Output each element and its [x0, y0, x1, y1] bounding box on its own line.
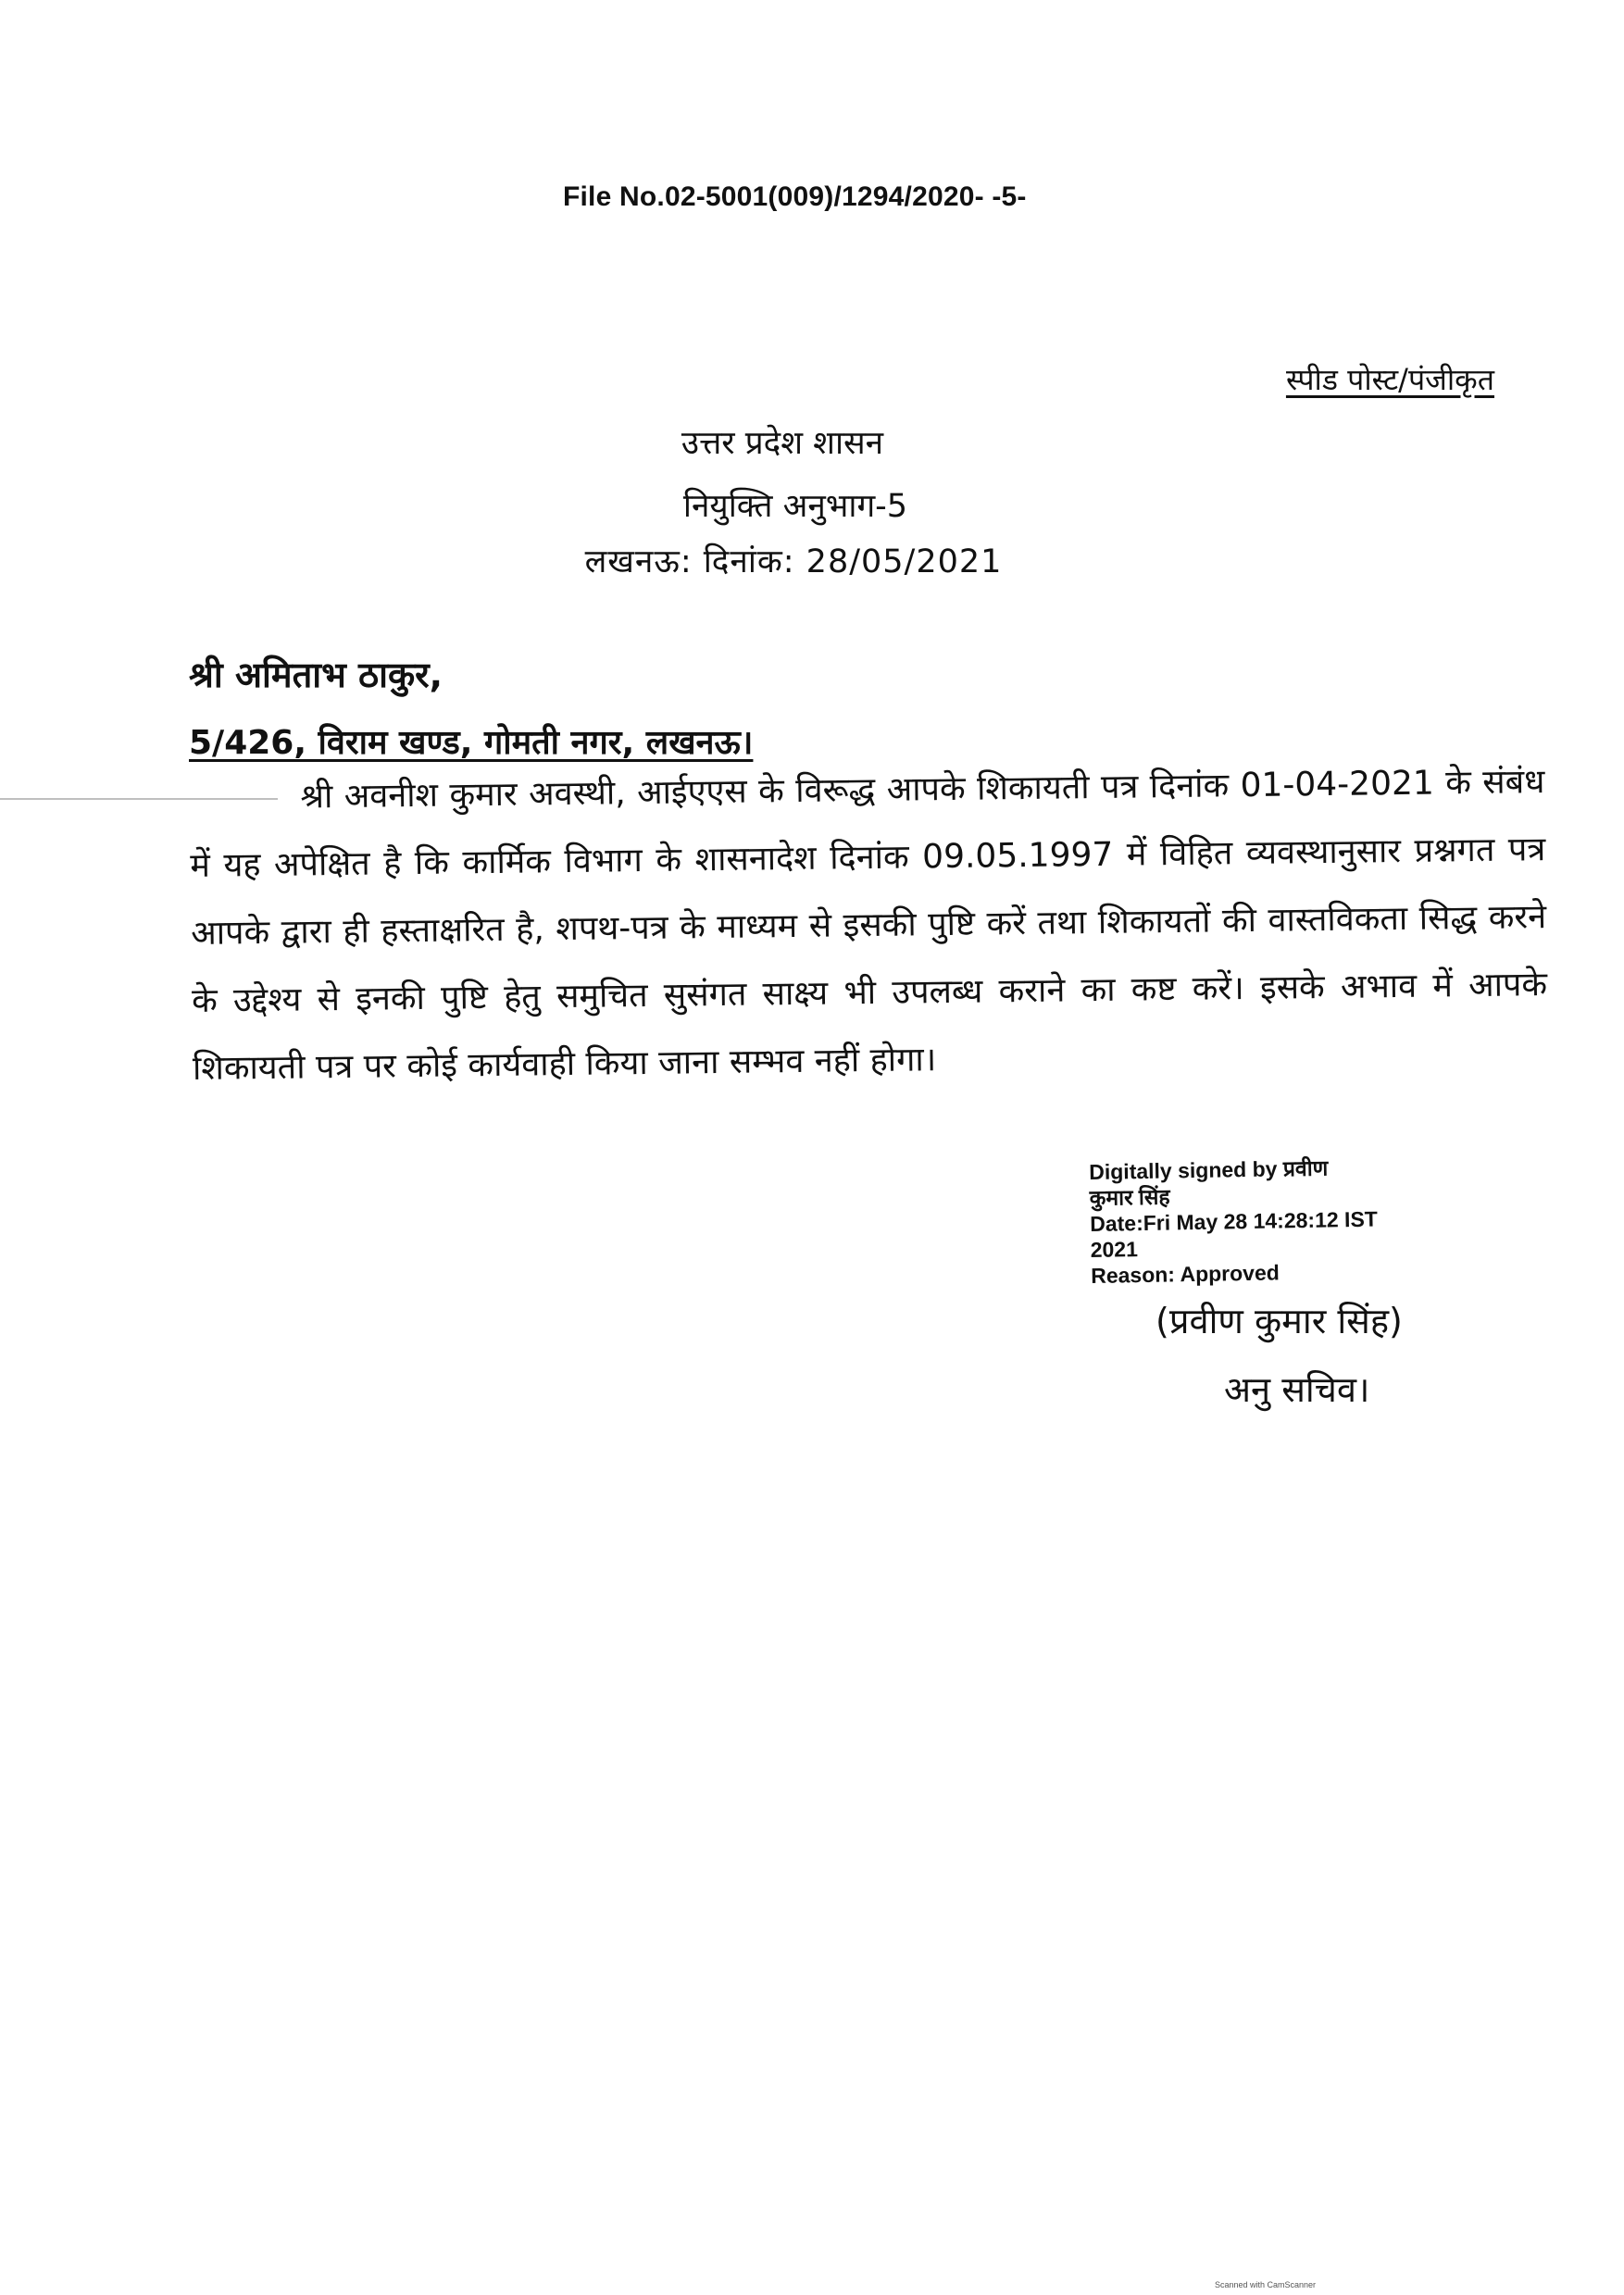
- digital-signature-block: [1089, 1154, 1379, 1289]
- place-date: लखनऊ: दिनांक: 28/05/2021: [584, 543, 1003, 580]
- dispatch-mode: स्पीड पोस्ट/पंजीकृत: [1285, 362, 1494, 397]
- letter-body: श्री अवनीश कुमार अवस्थी, आईएएस के विरूद्ध आपके शिकायती पत्र दिनांक 01-04-2021 के संबंध में यह अपेक्षित है कि कार्मिक विभाग के शासनादेश दिनांक 09.05.1997 में विहित व्यवस्थानुसार प्रश्नगत पत्र आपके द्वारा ही हस्ताक्षरित है, शपथ-पत्र के माध्यम से इसकी पुष्टि करें तथा शिकायतों की वास्तविकता सिद्ध करने के उद्देश्य से इनकी पुष्टि हेतु समुचित सुसंगत साक्ष्य भी उपलब्ध कराने का कष्ट करें। इसके अभाव में आपके शिकायती पत्र पर कोई कार्यवाही किया जाना सम्भव नहीं होगा।: [190, 763, 1548, 1088]
- digital-signature-line: कुमार सिंह: [1089, 1184, 1170, 1210]
- addressee-address: 5/426, विराम खण्ड, गोमती नगर, लखनऊ।: [189, 724, 754, 762]
- addressee-name: श्री अमिताभ ठाकुर,: [189, 655, 443, 695]
- section-heading: नियुक्ति अनुभाग-5: [682, 488, 908, 525]
- digital-signature-line: Digitally signed by प्रवीण: [1089, 1155, 1329, 1184]
- digital-signature-date: Date:Fri May 28 14:28:12 IST: [1089, 1206, 1379, 1236]
- file-number: File No.02-5001(009)/1294/2020- -5-: [563, 181, 1027, 212]
- department-heading: उत्तर प्रदेश शासन: [681, 425, 884, 462]
- signatory-name: (प्रवीण कुमार सिंह): [1156, 1301, 1403, 1341]
- digital-signature-year: 2021: [1090, 1237, 1139, 1262]
- digital-signature-reason: Reason: Approved: [1090, 1260, 1280, 1288]
- signatory-designation: अनु सचिव।: [1224, 1369, 1370, 1410]
- scanner-watermark: Scanned with CamScanner: [1215, 2280, 1317, 2289]
